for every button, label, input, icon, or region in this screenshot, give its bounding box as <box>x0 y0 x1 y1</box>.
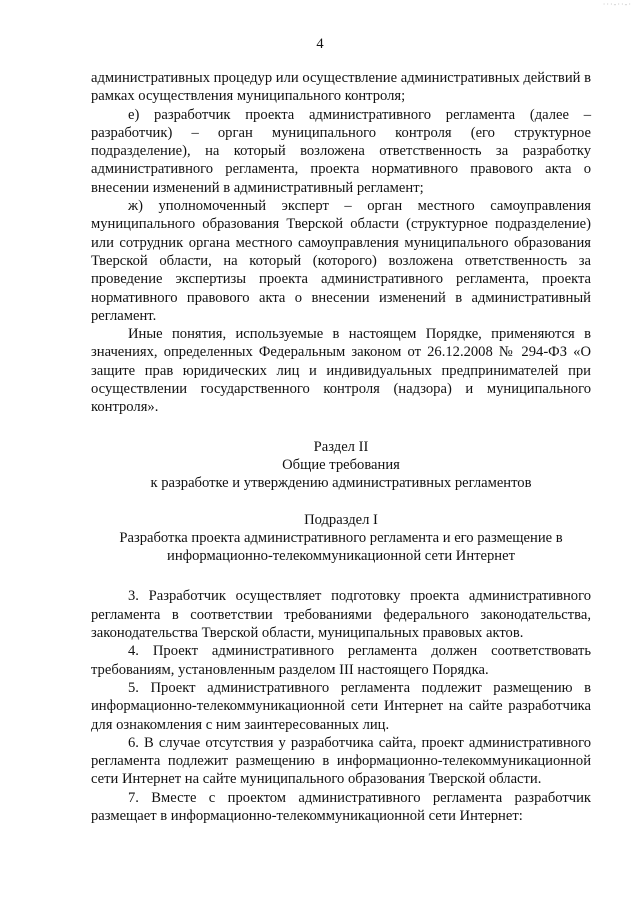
subsection-heading <box>91 511 591 566</box>
section-title-line2: к разработке и утверждению административных регламентов <box>150 475 532 492</box>
section-number: Раздел II <box>313 438 369 455</box>
clause-6: 6. В случае отсутствия у разработчика сайта, проект административного регламента подлежит размещению в информационно-телекоммуникационной сети Интернет на сайте муниципального образования Тверской области. <box>91 734 591 788</box>
corner-mark: ···-··-· <box>602 0 632 9</box>
paragraph-other-terms: Иные понятия, используемые в настоящем Порядке, применяются в значениях, определенных Федеральным законом от 26.12.2008 № 294-ФЗ «О защите прав юридических лиц и индивидуальных предпринимателей при осуществлении государственного контроля (надзора) и муниципального контроля». <box>91 326 591 416</box>
paragraph-definition-e: е) разработчик проекта административного регламента (далее – разработчик) – орган муниципального контроля (его структурное подразделение), на который возложена ответственность за разработку административного регламента, проекта нормативного правового акта о внесении изменений в административный регламент; <box>91 106 591 196</box>
section-heading <box>91 438 591 493</box>
clause-4: 4. Проект административного регламента должен соответствовать требованиям, установленным разделом III настоящего Порядка. <box>91 643 591 678</box>
clause-5: 5. Проект административного регламента подлежит размещению в информационно-телекоммуникационной сети Интернет на сайте разработчика для ознакомления с ним заинтересованных лиц. <box>91 679 591 733</box>
subsection-title-line1: Разработка проекта административного регламента и его размещение в <box>119 529 563 546</box>
numbered-clauses <box>91 587 591 825</box>
section-title-line1: Общие требования <box>282 456 400 473</box>
paragraph-definition-zh: ж) уполномоченный эксперт – орган местного самоуправления муниципального образования Тверской области (структурное подразделение) или сотрудник органа местного самоуправления муниципального образования Тверской области, на который (которого) возложена ответственность за проведение экспертизы проекта административного регламента, проекта нормативного правового акта о внесении изменений в административный регламент. <box>91 198 591 324</box>
subsection-number: Подраздел I <box>304 511 378 528</box>
subsection-title-line2: информационно-телекоммуникационной сети Интернет <box>167 548 515 565</box>
page-number: 4 <box>316 36 324 52</box>
clause-7: 7. Вместе с проектом административного регламента разработчик размещает в информационно-телекоммуникационной сети Интернет: <box>91 789 591 824</box>
clause-3: 3. Разработчик осуществляет подготовку проекта административного регламента в соответствии требованиями федерального законодательства, законодательства Тверской области, муниципальных правовых актов. <box>91 588 591 642</box>
paragraph-continuation: административных процедур или осуществление административных действий в рамках осуществления муниципального контроля; <box>91 70 591 105</box>
document-body <box>91 69 591 825</box>
